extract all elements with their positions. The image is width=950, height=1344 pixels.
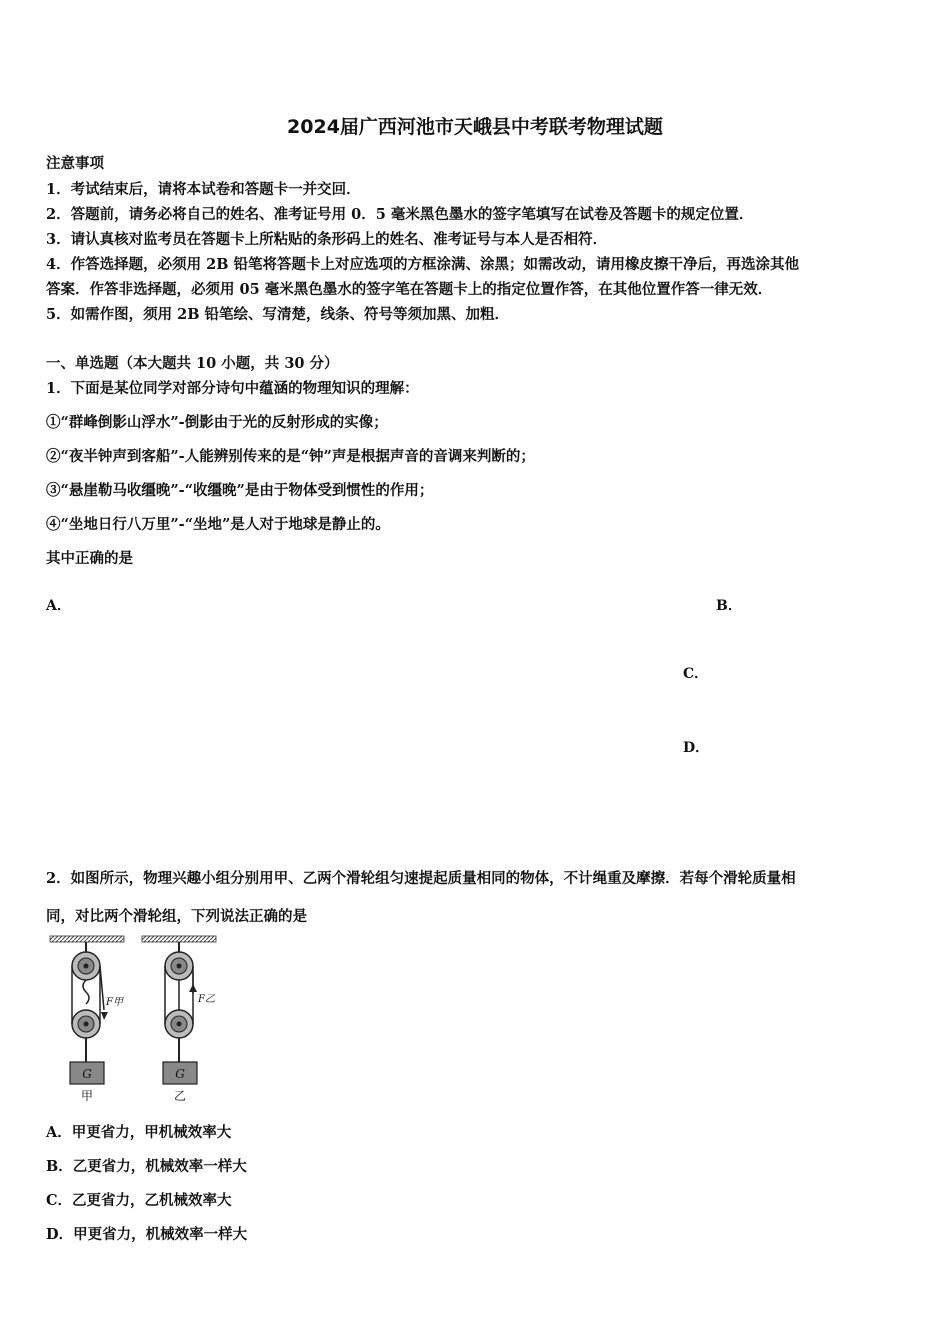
notice-item-3: 3．请认真核对监考员在答题卡上所粘贴的条形码上的姓名、准考证号与本人是否相符． xyxy=(46,231,608,248)
q1-stem: 1．下面是某位同学对部分诗句中蕴涵的物理知识的理解： xyxy=(46,380,419,397)
notice-heading: 注意事项 xyxy=(46,155,104,172)
notice-item-4-cont: 答案．作答非选择题，必须用 05 毫米黑色墨水的签字笔在答题卡上的指定位置作答，在其他位置作答一律无效． xyxy=(46,281,773,298)
weight-label-jia: G xyxy=(82,1067,92,1081)
notice-item-2: 2．答题前，请务必将自己的姓名、准考证号用 0．5 毫米黑色墨水的签字笔填写在试卷及答题卡的规定位置． xyxy=(46,206,754,223)
q2-option-a[interactable]: A．甲更省力，甲机械效率大 xyxy=(46,1124,232,1141)
force-label-jia: F甲 xyxy=(106,997,123,1008)
weight-label-yi: G xyxy=(175,1067,185,1081)
notice-item-5: 5．如需作图，须用 2B 铅笔绘、写清楚，线条、符号等须加黑、加粗． xyxy=(46,306,510,323)
q2-option-c[interactable]: C．乙更省力，乙机械效率大 xyxy=(46,1192,232,1209)
pulley-figure xyxy=(46,932,226,1104)
q1-option-b[interactable]: B． xyxy=(716,598,742,614)
notice-item-4: 4．作答选择题，必须用 2B 铅笔将答题卡上对应选项的方框涂满、涂黑；如需改动，请用橡皮擦干净后，再选涂其他 xyxy=(46,256,800,273)
q1-statement-3: ③“悬崖勒马收缰晚”-“收缰晚”是由于物体受到惯性的作用； xyxy=(46,482,434,499)
q2-option-d[interactable]: D．甲更省力，机械效率一样大 xyxy=(46,1226,248,1243)
q2-stem-line2: 同，对比两个滑轮组，下列说法正确的是 xyxy=(46,908,307,925)
q1-ask: 其中正确的是 xyxy=(46,550,133,567)
pulley-system-yi xyxy=(142,936,216,1103)
q1-statement-2: ②“夜半钟声到客船”-人能辨别传来的是“钟”声是根据声音的音调来判断的； xyxy=(46,448,535,465)
ceiling-yi xyxy=(142,936,216,942)
q1-statement-4: ④“坐地日行八万里”-“坐地”是人对于地球是静止的。 xyxy=(46,516,390,533)
q1-statement-1: ①“群峰倒影山浮水”-倒影由于光的反射形成的实像； xyxy=(46,414,388,431)
force-label-yi: F乙 xyxy=(198,994,215,1005)
force-arrow-jia xyxy=(101,1012,108,1020)
caption-yi: 乙 xyxy=(173,1089,187,1103)
ceiling-jia xyxy=(50,936,124,942)
q1-option-a[interactable]: A． xyxy=(46,598,71,614)
q2-option-b[interactable]: B．乙更省力，机械效率一样大 xyxy=(46,1158,247,1175)
q1-option-d[interactable]: D． xyxy=(683,740,710,756)
section-heading: 一、单选题（本大题共 10 小题，共 30 分） xyxy=(46,355,339,372)
q2-stem-line1: 2．如图所示，物理兴趣小组分别用甲、乙两个滑轮组匀速提起质量相同的物体，不计绳重及摩擦．若每个滑轮质量相 xyxy=(46,870,796,887)
notice-item-1: 1．考试结束后，请将本试卷和答题卡一并交回． xyxy=(46,181,361,198)
caption-jia: 甲 xyxy=(80,1089,94,1103)
force-arrow-yi xyxy=(189,984,197,992)
page-title: 2024届广西河池市天峨县中考联考物理试题 xyxy=(287,116,663,138)
pulley-system-jia xyxy=(50,936,124,1103)
q1-option-c[interactable]: C． xyxy=(683,666,709,682)
